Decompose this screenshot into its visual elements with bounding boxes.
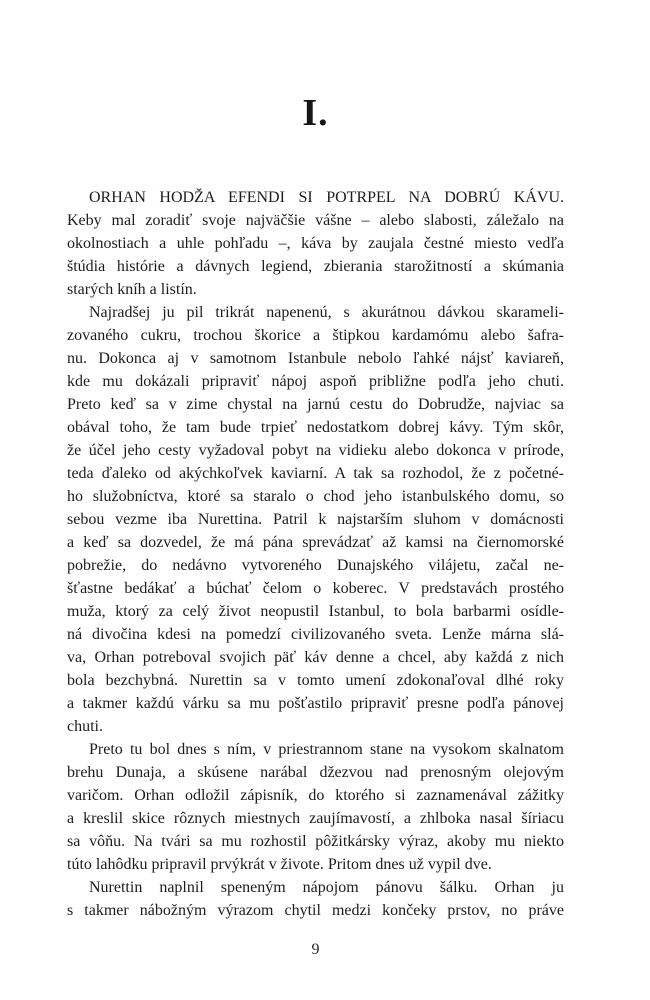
text-line: Preto keď sa v zime chystal na jarnú cestu do Dobrudže, najviac sa xyxy=(67,396,564,413)
text-line: že účel jeho cesty vyžadoval pobyt na vidieku alebo dokonca v prírode, xyxy=(67,442,564,459)
text-line: nu. Dokonca aj v samotnom Istanbule nebolo ľahké nájsť kaviareň, xyxy=(67,350,564,367)
text-line: chuti. xyxy=(67,718,103,735)
page-number: 9 xyxy=(311,941,320,958)
paragraph xyxy=(67,186,564,301)
text-line: s takmer nábožným výrazom chytil medzi končeky prstov, no práve xyxy=(67,902,564,919)
paragraph xyxy=(67,738,564,876)
text-line: muža, ktorý za celý život neopustil Istanbul, to bola barbarmi osídle- xyxy=(67,603,564,620)
text-line: sa vôňu. Na tvári sa mu rozhostil pôžitkársky výraz, akoby mu niekto xyxy=(67,833,564,850)
text-line: brehu Dunaja, a skúsene narábal džezvou nad prenosným olejovým xyxy=(67,764,564,781)
paragraph xyxy=(67,301,564,738)
text-line: Keby mal zoradiť svoje najväčšie vášne – alebo slabosti, záležalo na xyxy=(67,212,564,229)
text-line: ná divočina kdesi na pomedzí civilizovaného sveta. Lenže márna slá- xyxy=(67,626,564,643)
chapter-heading: I. xyxy=(302,92,329,134)
text-line: teda ďaleko od akýchkoľvek kaviarní. A tak sa rozhodol, že z početné- xyxy=(67,465,564,482)
text-line: šťastne bedákať a búchať čelom o koberec. V predstavách prostého xyxy=(67,580,564,597)
text-line: sebou vezme iba Nurettina. Patril k najstarším sluhom v domácnosti xyxy=(67,511,564,528)
text-line: bola bezchybná. Nurettin sa v tomto umení zdokonaľoval dlhé roky xyxy=(67,672,564,689)
text-line: Najradšej ju pil trikrát napenenú, s akurátnou dávkou skarameli- xyxy=(89,304,564,321)
text-line: a keď sa dozvedel, že má pána sprevádzať až kamsi na čiernomorské xyxy=(67,534,564,551)
text-line: obával toho, že tam bude trpieť nedostatkom dobrej kávy. Tým skôr, xyxy=(67,419,564,436)
text-line: kde mu dokázali pripraviť nápoj aspoň približne podľa jeho chuti. xyxy=(67,373,564,390)
body-text xyxy=(67,186,564,922)
text-line: Preto tu bol dnes s ním, v priestrannom stane na vysokom skalnatom xyxy=(89,741,564,758)
text-line: túto lahôdku pripravil prvýkrát v živote. Pritom dnes už vypil dve. xyxy=(67,856,492,873)
paragraph xyxy=(67,876,564,922)
text-line: Nurettin naplnil speneným nápojom pánovu šálku. Orhan ju xyxy=(89,879,564,896)
text-line: ho služobníctva, ktoré sa staralo o chod jeho istanbulského domu, so xyxy=(67,488,564,505)
text-line: ORHAN HODŽA EFENDI SI POTRPEL NA DOBRÚ KÁVU. xyxy=(89,189,564,206)
text-line: starých kníh a listín. xyxy=(67,281,197,298)
text-line: varičom. Orhan odložil zápisník, do ktorého si zaznamenával zážitky xyxy=(67,787,564,804)
text-line: okolnostiach a uhle pohľadu –, káva by zaujala čestné miesto vedľa xyxy=(67,235,564,252)
text-line: zovaného cukru, trochou škorice a štipkou kardamómu alebo šafra- xyxy=(67,327,564,344)
text-line: pobrežie, do nedávno vytvoreného Dunajského vilájetu, začal ne- xyxy=(67,557,564,574)
text-line: štúdia histórie a dávnych legiend, zbierania starožitností a skúmania xyxy=(67,258,564,275)
text-line: a takmer každú várku sa mu pošťastilo pripraviť presne podľa pánovej xyxy=(67,695,564,712)
text-line: a kreslil skice rôznych miestnych zaujímavostí, a zhlboka nasal šíriacu xyxy=(67,810,564,827)
text-line: va, Orhan potreboval svojich päť káv denne a chcel, aby každá z nich xyxy=(67,649,564,666)
